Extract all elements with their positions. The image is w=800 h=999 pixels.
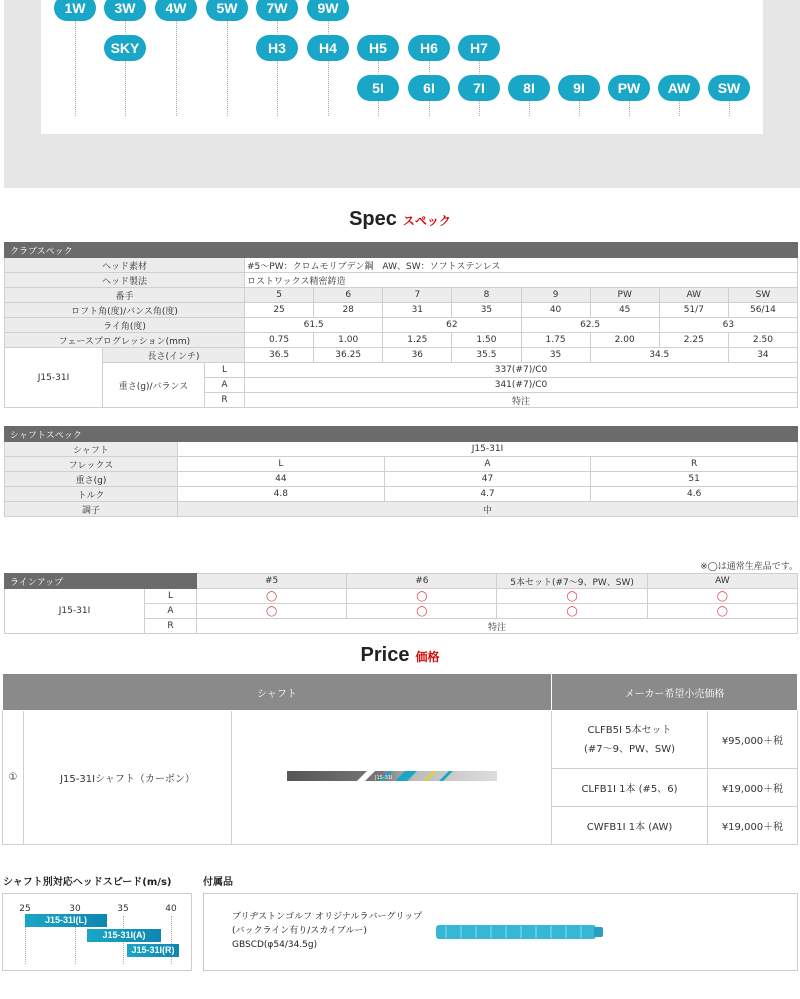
face-cell: 1.75 (521, 333, 590, 348)
face-cell: 2.50 (728, 333, 797, 348)
lineup-note: ※◯は通常生産品です。 (700, 562, 798, 572)
lineup-header: ラインアップ (5, 574, 197, 589)
lineup-r-value: 特注 (197, 619, 798, 634)
shaft-spec-table (4, 426, 798, 517)
loft-cell: 40 (521, 303, 590, 318)
shaft-spec-header: シャフトスペック (5, 427, 178, 442)
price-subtitle: 価格 (415, 650, 440, 664)
number-cell: 8 (452, 288, 521, 303)
shaft-weight-cell: 51 (591, 472, 798, 487)
shaft-label: シャフト (5, 442, 178, 457)
speed-bar: J15-31I(R) (127, 944, 179, 957)
club-spec-header: クラブスペック (5, 243, 798, 258)
flex-l-label: L (205, 363, 245, 378)
available-mark: ◯ (197, 589, 347, 604)
face-cell: 2.00 (590, 333, 659, 348)
length-cell: 36.25 (314, 348, 383, 363)
spec-model-cell: J15-31I (5, 348, 103, 408)
head-pill-h6: H6 (408, 35, 450, 61)
shaft-value: J15-31I (178, 442, 798, 457)
loft-cell: 45 (590, 303, 659, 318)
head-pill-3w: 3W (104, 0, 146, 21)
speed-tick-label: 35 (117, 904, 129, 914)
price-shaft-name: J15-31Iシャフト（カーボン） (24, 711, 232, 845)
loft-cell: 25 (245, 303, 314, 318)
dotted-guide-line (75, 21, 76, 116)
lineup-col: #6 (347, 574, 497, 589)
lineup-col: 5本セット(#7～9、PW、SW) (497, 574, 647, 589)
price-item-1-name: CLFB5I 5本セット (#7～9、PW、SW) (552, 711, 708, 769)
accessory-line3: GBSCD(φ54/34.5g) (232, 940, 318, 950)
available-mark: ◯ (347, 604, 497, 619)
head-pill-4w: 4W (155, 0, 197, 21)
available-mark: ◯ (497, 604, 647, 619)
lineup-model: J15-31I (5, 589, 145, 634)
price-item-2-name: CLFB1I 1本 (#5、6) (552, 769, 708, 807)
head-speed-chart (2, 893, 192, 971)
dotted-guide-line (227, 21, 228, 116)
torque-label: トルク (5, 487, 178, 502)
head-pill-9w: 9W (307, 0, 349, 21)
weight-balance-label: 重さ(g)/バランス (103, 363, 205, 408)
head-pill-8i: 8I (508, 75, 550, 101)
price-table (2, 673, 798, 845)
head-pill-5w: 5W (206, 0, 248, 21)
price-title: Price 価格 (360, 644, 440, 666)
head-pill-h3: H3 (256, 35, 298, 61)
shaft-logo: J15-31I (374, 775, 392, 781)
head-pill-h4: H4 (307, 35, 349, 61)
lie-cell: 63 (659, 318, 797, 333)
head-material-value: #5～PW：クロムモリブデン鋼 AW、SW：ソフトステンレス (245, 258, 798, 273)
loft-label: ロフト角(度)/バンス角(度) (5, 303, 245, 318)
available-mark: ◯ (347, 589, 497, 604)
flex-r-label: R (205, 393, 245, 408)
loft-cell: 56/14 (728, 303, 797, 318)
number-cell: AW (659, 288, 728, 303)
price-item-2-value: ¥19,000＋税 (708, 769, 798, 807)
spec-title: Spec スペック (349, 208, 451, 230)
speed-tick-label: 40 (165, 904, 177, 914)
dotted-guide-line (176, 21, 177, 116)
speed-tick-label: 25 (19, 904, 31, 914)
price-retail-header: メーカー希望小売価格 (552, 674, 798, 711)
loft-cell: 28 (314, 303, 383, 318)
number-cell: 5 (245, 288, 314, 303)
lie-cell: 62 (383, 318, 521, 333)
dotted-guide-line (629, 101, 630, 116)
available-mark: ◯ (647, 604, 797, 619)
face-cell: 0.75 (245, 333, 314, 348)
loft-cell: 35 (452, 303, 521, 318)
head-pill-5i: 5I (357, 75, 399, 101)
length-cell: 36 (383, 348, 452, 363)
head-method-value: ロストワックス精密鋳造 (245, 273, 798, 288)
flex-label: フレックス (5, 457, 178, 472)
dotted-guide-line (729, 101, 730, 116)
lineup-table (4, 573, 798, 634)
number-cell: 6 (314, 288, 383, 303)
head-pill-h5: H5 (357, 35, 399, 61)
shaft-image (287, 769, 497, 783)
flex-cell: L (178, 457, 385, 472)
face-cell: 2.25 (659, 333, 728, 348)
length-cell: 34.5 (590, 348, 728, 363)
dotted-guide-line (679, 101, 680, 116)
number-label: 番手 (5, 288, 245, 303)
lie-label: ライ角(度) (5, 318, 245, 333)
number-cell: PW (590, 288, 659, 303)
kick-label: 調子 (5, 502, 178, 517)
spec-subtitle: スペック (402, 214, 451, 228)
weight-r-value: 特注 (245, 393, 798, 408)
lie-cell: 62.5 (521, 318, 659, 333)
kick-value: 中 (178, 502, 798, 517)
head-pill-pw: PW (608, 75, 650, 101)
head-pill-h7: H7 (458, 35, 500, 61)
price-item-3-value: ¥19,000＋税 (708, 807, 798, 845)
speed-bar: J15-31I(L) (25, 914, 107, 927)
grip-image (436, 924, 606, 940)
dotted-guide-line (529, 101, 530, 116)
torque-cell: 4.8 (178, 487, 385, 502)
accessory-text (232, 910, 422, 952)
shaft-weight-cell: 47 (384, 472, 591, 487)
lineup-flex-r: R (145, 619, 197, 634)
flex-a-label: A (205, 378, 245, 393)
lineup-col: #5 (197, 574, 347, 589)
speed-tick-label: 30 (69, 904, 81, 914)
shaft-weight-label: 重さ(g) (5, 472, 178, 487)
weight-l-value: 337(#7)/C0 (245, 363, 798, 378)
lineup-flex-a: A (145, 604, 197, 619)
accessory-line1: ブリヂストンゴルフ オリジナルラバーグリップ (232, 912, 423, 922)
face-cell: 1.00 (314, 333, 383, 348)
available-mark: ◯ (197, 604, 347, 619)
head-speed-title: シャフト別対応ヘッドスピード(m/s) (3, 877, 172, 888)
price-item-3-name: CWFB1I 1本 (AW) (552, 807, 708, 845)
face-cell: 1.25 (383, 333, 452, 348)
head-pill-7i: 7I (458, 75, 500, 101)
head-method-label: ヘッド製法 (5, 273, 245, 288)
lineup-flex-l: L (145, 589, 197, 604)
face-cell: 1.50 (452, 333, 521, 348)
head-pill-7w: 7W (256, 0, 298, 21)
head-diagram (0, 0, 800, 134)
torque-cell: 4.7 (384, 487, 591, 502)
dotted-guide-line (579, 101, 580, 116)
flex-cell: R (591, 457, 798, 472)
face-label: フェースプログレッション(mm) (5, 333, 245, 348)
loft-cell: 51/7 (659, 303, 728, 318)
number-cell: SW (728, 288, 797, 303)
length-cell: 34 (728, 348, 797, 363)
price-shaft-header: シャフト (3, 674, 552, 711)
accessory-title: 付属品 (203, 877, 233, 888)
shaft-weight-cell: 44 (178, 472, 385, 487)
lie-cell: 61.5 (245, 318, 383, 333)
number-cell: 7 (383, 288, 452, 303)
head-pill-1w: 1W (54, 0, 96, 21)
length-cell: 35.5 (452, 348, 521, 363)
torque-cell: 4.6 (591, 487, 798, 502)
available-mark: ◯ (647, 589, 797, 604)
accessory-line2: (バックライン有り/スカイブルー) (232, 926, 367, 936)
club-spec-table (4, 242, 798, 408)
length-label: 長さ(インチ) (103, 348, 245, 363)
shaft-image-cell (232, 711, 552, 845)
head-pill-6i: 6I (408, 75, 450, 101)
head-pill-aw: AW (658, 75, 700, 101)
accessory-box (203, 893, 798, 971)
length-cell: 35 (521, 348, 590, 363)
loft-cell: 31 (383, 303, 452, 318)
speed-bar: J15-31I(A) (87, 929, 161, 942)
length-cell: 36.5 (245, 348, 314, 363)
number-cell: 9 (521, 288, 590, 303)
head-material-label: ヘッド素材 (5, 258, 245, 273)
price-index: ① (3, 711, 24, 845)
lineup-col: AW (647, 574, 797, 589)
weight-a-value: 341(#7)/C0 (245, 378, 798, 393)
head-pill-sky: SKY (104, 35, 146, 61)
flex-cell: A (384, 457, 591, 472)
price-item-1-value: ¥95,000＋税 (708, 711, 798, 769)
head-pill-sw: SW (708, 75, 750, 101)
available-mark: ◯ (497, 589, 647, 604)
head-pill-9i: 9I (558, 75, 600, 101)
